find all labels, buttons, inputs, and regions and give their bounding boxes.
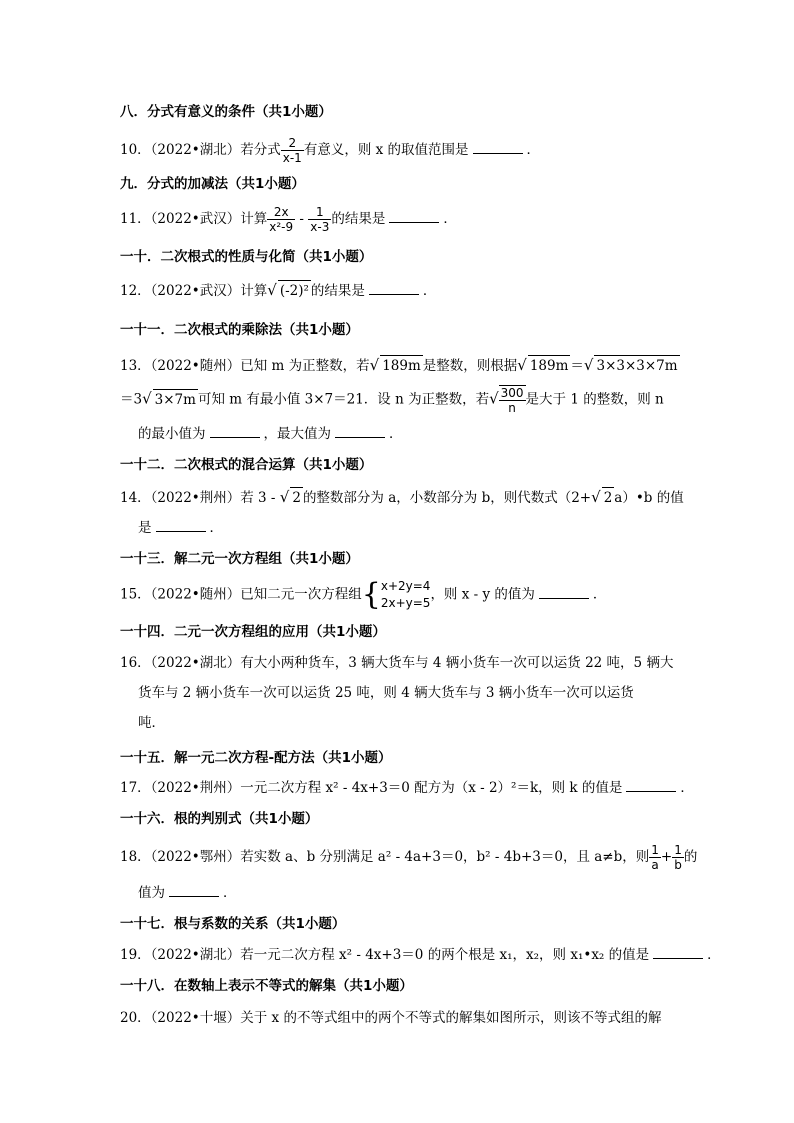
question-18-line2: 值为 ． (138, 885, 237, 901)
question-16-line2: 货车与 2 辆小货车一次可以运货 25 吨，则 4 辆大货车与 3 辆小货车一次可以运货 (138, 685, 634, 701)
fraction: $\frac{1}{x-3}$ (310, 205, 330, 234)
answer-blank[interactable] (626, 779, 676, 792)
radicand: (-2)² (278, 280, 311, 301)
answer-blank[interactable] (539, 586, 589, 599)
question-15: 15．（2022•随州）已知二元一次方程组{x+2y=4 2x+y=5，则 x - y 的值为 ． (120, 577, 607, 612)
question-13-line1: 13．（2022•随州）已知 m 为正整数，若√ 189m 是整数，则根据√ 189m ＝√ 3×3×3×7m (120, 356, 678, 374)
answer-blank[interactable] (653, 946, 703, 959)
section-heading: 一十七．根与系数的关系（共1小题） (120, 916, 346, 932)
section-heading: 八．分式有意义的条件（共1小题） (120, 104, 332, 120)
section-heading: 九．分式的加减法（共1小题） (120, 176, 305, 192)
section-heading: 一十五．解一元二次方程-配方法（共1小题） (120, 750, 392, 766)
answer-blank[interactable] (473, 141, 523, 154)
fraction: $\frac{2x}{\text{x²-9}}$ (269, 205, 294, 234)
question-17: 17．（2022•荆州）一元二次方程 x² - 4x+3＝0 配方为（x - 2）²＝k，则 k 的值是 ． (120, 780, 694, 796)
section-heading: 一十四．二元一次方程组的应用（共1小题） (120, 624, 386, 640)
question-18-line1: 18．（2022•鄂州）若实数 a、b 分别满足 a² - 4a+3＝0，b² - 4b+3＝0，且 a≠b，则 $\frac{1}{a}$ + $\frac{1}{b}$ 的 (120, 843, 698, 872)
answer-blank[interactable] (335, 425, 385, 438)
question-16-line3: 吨． (138, 715, 165, 731)
question-14-line2: 是 ． (138, 520, 223, 536)
question-10: 10．（2022•湖北）若分式 $\frac{2}{x-1}$ 有意义，则 x 的取值范围是 ． (120, 136, 541, 165)
section-heading: 一十．二次根式的性质与化简（共1小题） (120, 249, 373, 265)
section-heading: 一十三．解二元一次方程组（共1小题） (120, 551, 359, 567)
answer-blank[interactable] (389, 210, 439, 223)
question-13-line3: 的最小值为 ，最大值为 ． (138, 426, 403, 442)
question-16-line1: 16．（2022•湖北）有大小两种货车，3 辆大货车与 4 辆小货车一次可以运货 22 吨，5 辆大 (120, 655, 674, 671)
question-19: 19．（2022•湖北）若一元二次方程 x² - 4x+3＝0 的两个根是 x₁，x₂，则 x₁•x₂ 的值是 ． (120, 947, 721, 963)
question-12: 12．（2022•武汉）计算√ (-2)² 的结果是 ． (120, 281, 437, 299)
section-heading: 一十六．根的判别式（共1小题） (120, 811, 319, 827)
fraction: $\frac{1}{a}$ (651, 843, 659, 872)
answer-blank[interactable] (210, 425, 260, 438)
question-14-line1: 14．（2022•荆州）若 3 - √ 2 的整数部分为 a，小数部分为 b，则代数式（2+√ 2 a）•b 的值 (120, 488, 684, 506)
answer-blank[interactable] (169, 884, 219, 897)
section-heading: 一十二．二次根式的混合运算（共1小题） (120, 457, 373, 473)
question-20: 20．（2022•十堰）关于 x 的不等式组中的两个不等式的解集如图所示，则该不等式组的解 (120, 1010, 662, 1026)
fraction: $\frac{300}{n}$ (500, 386, 524, 415)
question-13-line2: ＝3√ 3×7m 可知 m 有最小值 3×7＝21．设 n 为正整数，若√ $\frac{300}{n}$ 是大于 1 的整数，则 n (120, 386, 664, 415)
fraction: $\frac{1}{b}$ (674, 843, 682, 872)
question-11: 11．（2022•武汉）计算 $\frac{2x}{\text{x²-9}}$ - $\frac{1}{x-3}$ 的结果是 ． (120, 205, 457, 234)
fraction: $\frac{2}{x-1}$ (282, 136, 302, 165)
section-heading: 一十一．二次根式的乘除法（共1小题） (120, 322, 359, 338)
answer-blank[interactable] (369, 282, 419, 295)
section-heading: 一十八．在数轴上表示不等式的解集（共1小题） (120, 978, 413, 994)
answer-blank[interactable] (156, 519, 206, 532)
equation-system: x+2y=4 2x+y=5 (380, 579, 431, 610)
